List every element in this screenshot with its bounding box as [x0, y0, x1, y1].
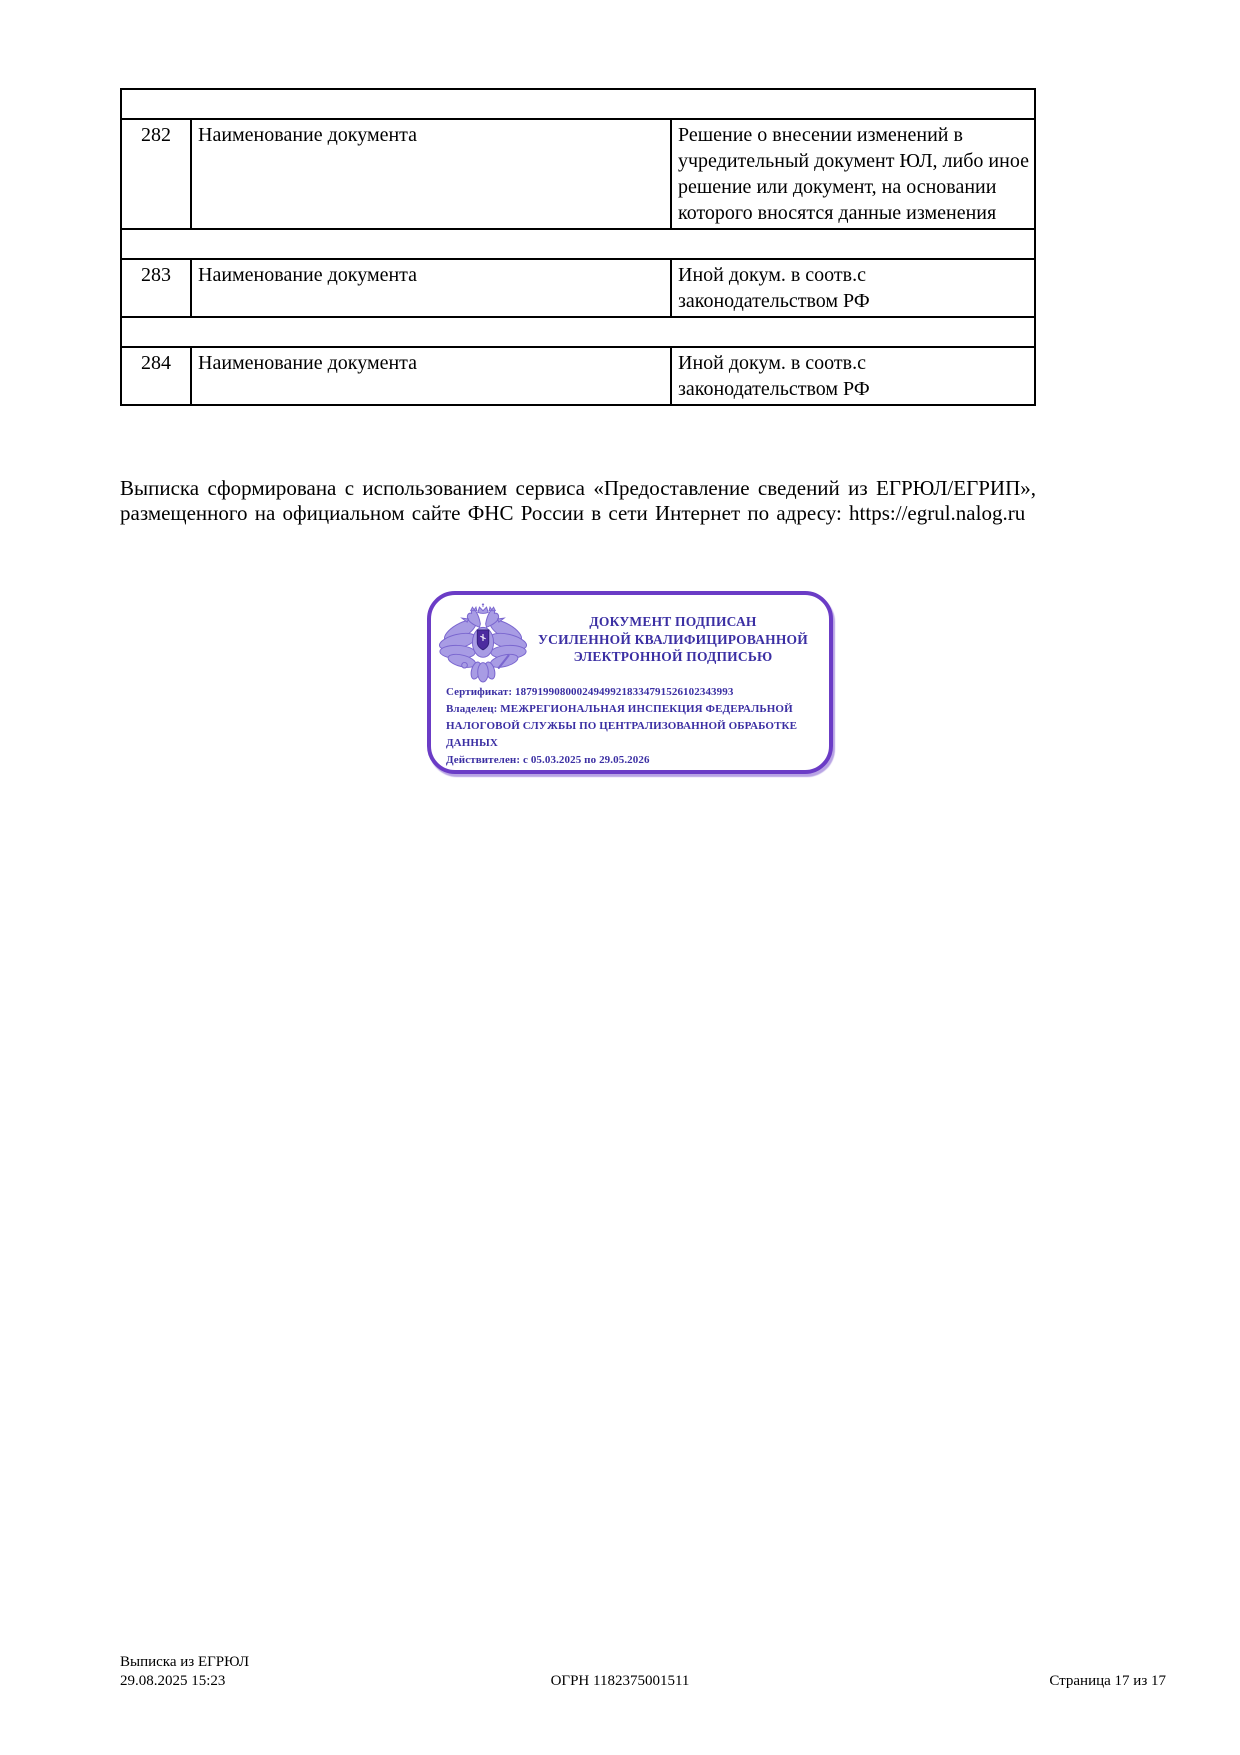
table-spacer-cell — [121, 229, 1035, 259]
service-note: Выписка сформирована с использованием сервиса «Предоставление сведений из ЕГРЮЛ/ЕГРИП», размещенного на официальном сайте ФНС России в сети Интернет по адресу: https://egrul.nalog.ru — [120, 476, 1036, 525]
certificate-label: Сертификат: — [446, 686, 513, 698]
footer-datetime: 29.08.2025 15:23 — [120, 1673, 226, 1689]
stamp-header — [431, 595, 829, 690]
footer-doc-type: Выписка из ЕГРЮЛ — [120, 1654, 249, 1670]
row-number: 284 — [121, 347, 191, 405]
documents-table — [120, 88, 1036, 406]
table-spacer-cell — [121, 89, 1035, 119]
row-number: 283 — [121, 259, 191, 317]
row-value: Иной докум. в соотв.с законодательством РФ — [671, 347, 1035, 405]
row-label: Наименование документа — [191, 259, 671, 317]
stamp-details — [431, 684, 829, 769]
row-label: Наименование документа — [191, 119, 671, 229]
row-value: Решение о внесении изменений в учредительный документ ЮЛ, либо иное решение или документ, на основании которого вносятся данные изменения — [671, 119, 1035, 229]
table-spacer-row — [121, 229, 1035, 259]
validity-line — [446, 752, 819, 769]
table-spacer-row — [121, 317, 1035, 347]
certificate-line — [446, 684, 819, 701]
validity-value: с 05.03.2025 по 29.05.2026 — [523, 754, 650, 766]
footer-page-info: Страница 17 из 17 — [1049, 1673, 1166, 1689]
signature-stamp — [427, 591, 833, 774]
table-row — [121, 347, 1035, 405]
owner-line — [446, 701, 819, 752]
footer-ogrn: ОГРН 1182375001511 — [550, 1673, 690, 1689]
certificate-value: 187919908000249499218334791526102343993 — [515, 686, 734, 698]
owner-value: МЕЖРЕГИОНАЛЬНАЯ ИНСПЕКЦИЯ ФЕДЕРАЛЬНОЙ НАЛОГОВОЙ СЛУЖБЫ ПО ЦЕНТРАЛИЗОВАННОЙ ОБРАБОТКЕ ДАННЫХ — [446, 703, 798, 749]
table-spacer-cell — [121, 317, 1035, 347]
row-number: 282 — [121, 119, 191, 229]
stamp-title-line1: ДОКУМЕНТ ПОДПИСАН — [589, 614, 757, 629]
coat-of-arms-icon — [439, 600, 527, 690]
row-value: Иной докум. в соотв.с законодательством РФ — [671, 259, 1035, 317]
validity-label: Действителен: — [446, 754, 521, 766]
stamp-title-line2: УСИЛЕННОЙ КВАЛИФИЦИРОВАННОЙ — [538, 631, 808, 647]
stamp-title-line3: ЭЛЕКТРОННОЙ ПОДПИСЬЮ — [573, 649, 773, 664]
row-label: Наименование документа — [191, 347, 671, 405]
documents-table-body — [121, 89, 1035, 405]
stamp-title — [527, 600, 819, 666]
table-row — [121, 119, 1035, 229]
owner-label: Владелец: — [446, 703, 498, 715]
table-spacer-row — [121, 89, 1035, 119]
table-row — [121, 259, 1035, 317]
